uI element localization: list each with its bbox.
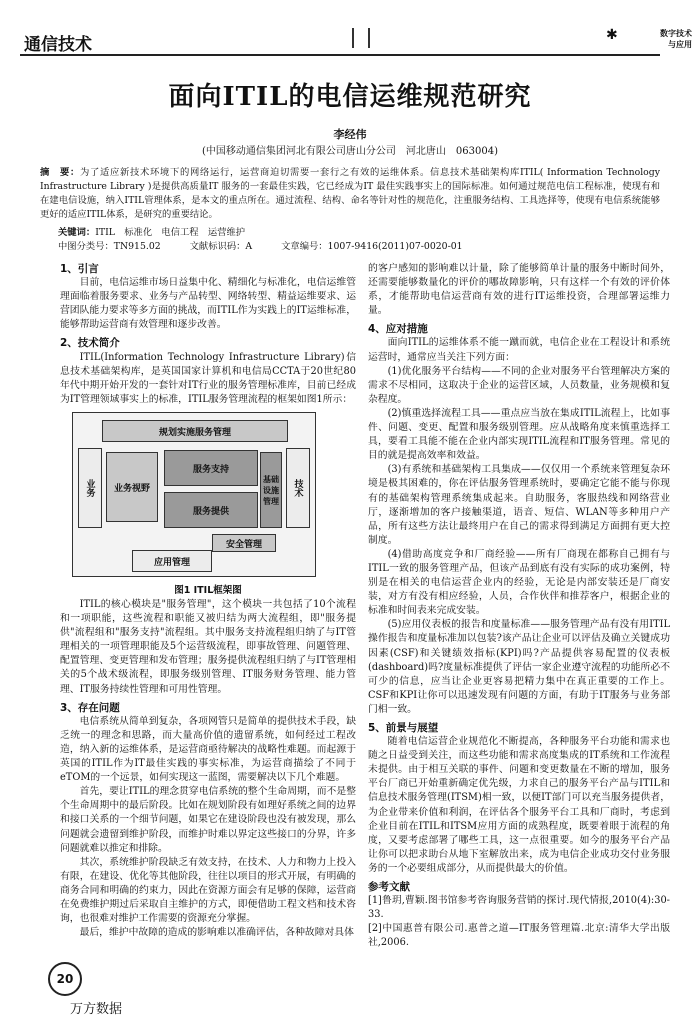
section-3-paragraph-2: 首先，要让ITIL的理念贯穿电信系统的整个生命周期，而不是整个生命周期中的最后阶段。比如在规划阶段有如理好系统之间的边界和接口关系的一个细节问题，如果它在建设阶段也没有被发现，那么问题就会遗留到维护阶段，而维护时难以界定这些接口的分界，许多问题就难以推定和排除。 (60, 786, 356, 854)
section-2-paragraph-1: ITIL(Information Technology Infrastructure Library)信息技术基础架构库，是英国国家计算机和电信局CCTA于20世纪80年代中期开始开发的一套针对IT行业的服务管理标准库，目前已经成为IT管理领域事实上的标准，ITIL服务管理流程的框架如图1所示： (60, 351, 356, 405)
section-3-continued: 的客户感知的影响难以计量，除了能够简单计量的服务中断时间外，还需要能够数量化的评价的哪故障影响，只有这样一个有效的评价体系，才能帮助电信运营商有效的进行IT运维投资，合理部署运维力量。 (368, 263, 670, 317)
article-title: 面向ITIL的电信运维规范研究 (168, 82, 532, 112)
section-4-heading: 4、应对措施 (368, 323, 428, 336)
abstract-text: 为了适应新技术环境下的网络运行，运营商迫切需要一套行之有效的运维体系。信息技术基础架构库ITIL( Information Technology Infrastructure Library )是提供高质量IT 服务的一套最佳实践，它已经成为IT 最佳实践事实上的国际标准。如何通过规范电信工程标准，使现有和在建电信设施，纳入ITIL管理体系，是本文的重点所在。通过流程、结构、命名等针对性的规范化，注重服务结构、工具选择等，使现有电信系统能够更好的适应ITIL体系，是研究的重要结论。 (40, 167, 660, 220)
journal-logo (606, 28, 692, 54)
header-divider-bars (352, 28, 370, 48)
section-2-heading: 2、技术简介 (60, 337, 120, 350)
section-1-paragraph: 目前，电信运维市场日益集中化、精细化与标准化，电信运维管理面临着服务要求、业务与产品转型、网络转型、精益运维要求、运营团队能力要求等多方面的挑战，而ITIL作为实践上的IT运维标准，能够帮助运营商有效管理和逐步改善。 (60, 277, 356, 331)
logo-text-line2: 与应用 (668, 40, 692, 49)
figure-1-caption: 图1 ITIL框架图 (174, 585, 242, 596)
logo-star-icon: ✱ (606, 27, 618, 43)
article-author: 李经伟 (333, 128, 367, 141)
keywords-text: ITIL 标准化 电信工程 运营维护 (95, 227, 246, 238)
section-4-paragraph-2: (1)优化服务平台结构——不同的企业对服务平台管理解决方案的需求不尽相同，这取决于企业的运营区域，人员数量，业务规模和复杂程度。 (368, 365, 670, 405)
section-4-paragraph-4: (3)有系统和基础架构工具集成——仅仅用一个系统来管理复杂环境是极其困难的，你在评估服务管理系统时，要确定它能不能与你现有的基础架构管理系统集成起来。自助服务，客服热线和网络营业厅，逐渐增加的客户接触渠道，语音、短信、WLAN等多种用户产品，所有这些方法让最终用户在自己的需求得到满足方面拥有更大控制度。 (368, 464, 670, 546)
fig-box-business: 业务 (78, 448, 102, 528)
section-4-paragraph-1: 面向ITIL的运维体系不能一蹴而就，电信企业在工程设计和系统运营时，通常应当关注下列方面： (368, 337, 670, 363)
section-5-heading: 5、前景与展望 (368, 722, 439, 734)
abstract-label: 摘 要： (40, 167, 80, 178)
section-3-paragraph-3: 其次，系统维护阶段缺乏有效支持，在技术、人力和物力上投入有限，在建设、优化等其他阶段，往往以项目的形式开展，有明确的商务合同和明确的约束力，因此在资源方面会有足够的保障，运营商在免费维护期过后采取自主维护的方式，即便借助工程文档和技术咨询，也很难对维护工作需要的资源充分掌握。 (60, 856, 356, 925)
fig-box-plan: 规划实施服务管理 (102, 420, 288, 442)
section-1-heading: 1、引言 (60, 263, 99, 275)
section-4-paragraph-5: (4)借助高度竞争和厂商经验——所有厂商现在都称自己拥有与ITIL一致的服务管理产品，但该产品到底有没有实际的成功案例，特别是在相关的电信运营企业内的经验，无论是内部安装还是厂商安装，对方有没有相应经验，人员，合作伙伴和推荐客户，根据企业的标准和时间表来完成安装。 (368, 548, 670, 617)
keywords (58, 224, 245, 238)
header-rule (20, 54, 660, 56)
clc-number: 中图分类号：TN915.02 (58, 241, 161, 252)
watermark: 万方数据 (70, 1002, 123, 1017)
left-column-bottom (60, 598, 356, 940)
document-code: 文献标识码：A (189, 241, 253, 252)
references-heading: 参考文献 (368, 881, 410, 894)
fig-box-business-view: 业务视野 (106, 452, 158, 522)
right-column (368, 262, 670, 951)
fig-box-technology: 技术 (286, 448, 310, 528)
section-3-paragraph-4: 最后，维护中故障的造成的影响难以准确评估，各种故障对具体 (79, 927, 354, 939)
section-5-paragraph: 随着电信运营企业规范化不断提高，各种服务平台功能和需求也随之日益受到关注，而这些功能和需求高度集成的IT系统和工作流程未提供。由于相互关联的事件、问题和变更数量在不断的增加，服务平台厂商已开始重新确定优先级，力求自己的服务平台产品与ITIL和信息技术服务管理(ITSM)相一致，以便IT部门可以充当服务提供者，为企业带来价值和利润，在评估各个服务平台工具和厂商时，考虑到企业目前在ITIL和ITSM应用方面的成熟程度，既要着眼于流程的角度，又要考虑部署了哪些工具，这一点很重要。如今的服务平台产品让你可以把求助台从地下室解放出来，成为电信企业成功交付业务服务的一个必要组成部分，从而提供最大的价值。 (368, 736, 670, 874)
section-4-paragraph-3: (2)慎重选择流程工具——重点应当放在集成ITIL流程上，比如事件、问题、变更、配置和服务级别管理。应从战略角度来慎重选择工具，要看工具能不能在企业内部实现ITIL流程和IT服务管理。常见的目的就是提高效率和效益。 (368, 407, 670, 462)
references-list (368, 894, 670, 950)
page-number-badge: 20 (48, 962, 82, 996)
section-3-paragraph-1: 电信系统从简单到复杂，各项网管只是简单的提供技术手段，缺乏统一的理念和思路，而大量高价值的遗留系统，如何经过工程改造，纳入新的运维体系，是运营商亟待解决的战略性难题。而起源于英国的ITIL作为IT最佳实践的事实标准，为运营商描绘了不同于eTOM的一个远景，如何实现这一蓝图，需要解决以下几个难题。 (60, 715, 356, 784)
fig-box-security: 安全管理 (212, 534, 276, 552)
fig-box-infrastructure: 基础设施管理 (260, 452, 282, 528)
classification-line (58, 238, 658, 252)
fig-box-application: 应用管理 (132, 550, 212, 572)
section-4-paragraph-6: (5)应用仪表板的报告和度量标准——服务管理产品有没有用ITIL操作报告和度量标准加以包装?该产品让企业可以评估及确立关键成功因素(CSF)和关键绩效指标(KPI)吗?产品提供容易配置的仪表板(dashboard)吗?度量标准提供了评估一家企业遵守流程的功能所必不可少的信息，应当让企业更容易把精力集中在真正重要的工作上。CSF和KPI让你可以迅速发现有问题的方面，有助于IT服务与业务部门相一致。 (368, 619, 670, 715)
abstract (40, 166, 660, 222)
fig-box-service-delivery: 服务提供 (164, 492, 258, 528)
journal-section-title: 通信技术 (24, 35, 92, 55)
article-number: 文章编号：1007-9416(2011)07-0020-01 (281, 241, 463, 252)
logo-text-line1: 数字技术 (660, 29, 692, 38)
author-affiliation: (中国移动通信集团河北有限公司唐山分公司 河北唐山 063004) (202, 146, 498, 157)
left-column-top (60, 262, 356, 407)
section-2-paragraph-2: ITIL的核心模块是"服务管理"，这个模块一共包括了10个流程和一项职能，这些流程和职能又被归结为两大流程组，即"服务提供"流程组和"服务支持"流程组。其中服务支持流程组归纳了与IT管理相关的一项管理职能及5个运营级流程，即事故管理、问题管理、配置管理、变更管理和发布管理；服务提供流程组归纳了与IT管理相关的5个战术级流程，即服务级别管理、IT服务财务管理、能力管理、IT服务持续性管理和可用性管理。 (60, 599, 356, 695)
page-header (10, 26, 690, 76)
reference-item: [2]中国惠普有限公司.惠普之道—IT服务管理篇.北京:清华大学出版社,2006. (368, 923, 670, 949)
fig-box-service-support: 服务支持 (164, 450, 258, 486)
itil-framework-figure (72, 412, 316, 577)
section-3-heading: 3、存在问题 (60, 701, 120, 714)
keywords-label: 关键词： (58, 227, 96, 238)
reference-item: [1]鲁玥,曹颖.图书馆参考咨询服务营销的探讨.现代情报,2010(4):30-33. (368, 895, 670, 921)
